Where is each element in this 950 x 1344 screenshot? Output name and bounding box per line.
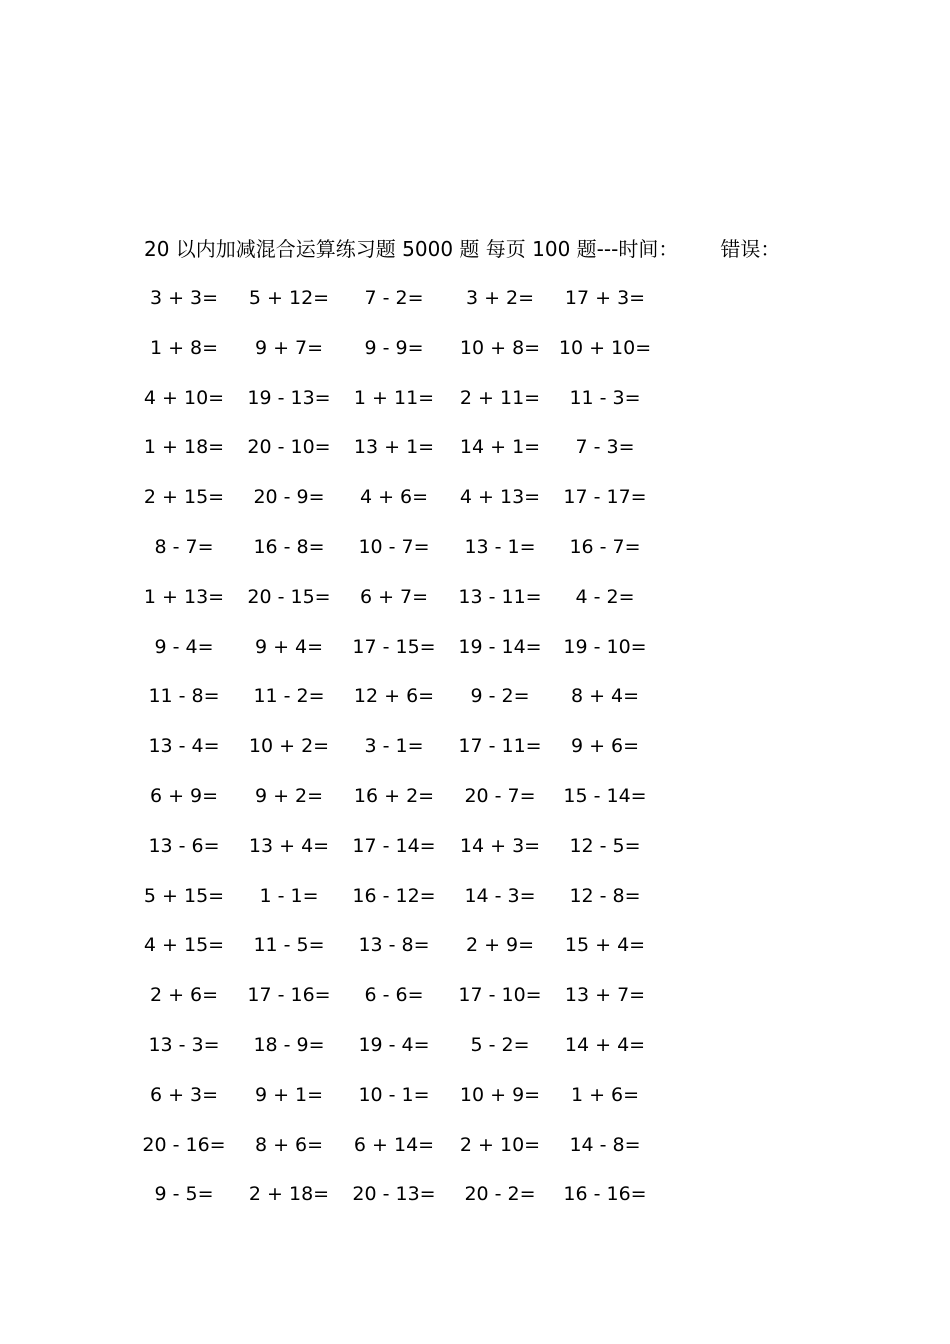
problem-row <box>0 634 950 684</box>
problem-row <box>0 1082 950 1132</box>
problem-row <box>0 982 950 1032</box>
problem-row <box>0 783 950 833</box>
math-problem: 19 - 4= <box>358 1033 430 1056</box>
problem-row <box>0 534 950 584</box>
math-problem: 9 - 5= <box>154 1183 214 1206</box>
math-problem: 4 - 2= <box>575 585 635 608</box>
problem-row <box>0 484 950 534</box>
math-problem: 1 + 6= <box>570 1083 640 1106</box>
math-problem: 17 - 15= <box>352 635 436 658</box>
problem-row <box>0 683 950 733</box>
math-problem: 2 + 11= <box>459 386 541 409</box>
math-problem: 1 + 13= <box>143 585 225 608</box>
math-problem: 20 - 2= <box>464 1183 536 1206</box>
math-problem: 17 - 17= <box>563 486 647 509</box>
math-problem: 13 + 7= <box>564 984 646 1007</box>
math-problem: 8 + 4= <box>570 685 640 708</box>
math-problem: 4 + 10= <box>143 386 225 409</box>
math-problem: 19 - 10= <box>563 635 647 658</box>
math-problem: 1 - 1= <box>259 884 319 907</box>
math-problem: 2 + 15= <box>143 486 225 509</box>
math-problem: 19 - 14= <box>458 635 542 658</box>
math-problem: 11 - 3= <box>569 386 641 409</box>
math-problem: 9 + 2= <box>254 784 324 807</box>
math-problem: 13 - 11= <box>458 585 542 608</box>
worksheet-header <box>144 236 780 262</box>
math-problem: 13 - 6= <box>148 834 220 857</box>
math-problem: 2 + 6= <box>149 984 219 1007</box>
math-problem: 9 + 4= <box>254 635 324 658</box>
math-problem: 18 - 9= <box>253 1033 325 1056</box>
math-problem: 17 - 16= <box>247 984 331 1007</box>
math-problem: 17 - 10= <box>458 984 542 1007</box>
worksheet-title: 20 以内加减混合运算练习题 5000 题 每页 100 题---时间： <box>144 237 679 261</box>
math-problem: 3 + 2= <box>465 287 535 309</box>
math-problem: 6 + 7= <box>359 585 429 608</box>
math-problem: 5 + 15= <box>143 884 225 907</box>
problem-row <box>0 883 950 933</box>
math-problem: 11 - 5= <box>253 934 325 957</box>
math-problem: 16 + 2= <box>353 784 435 807</box>
problem-row <box>0 932 950 982</box>
problem-row <box>0 833 950 883</box>
math-problem: 17 - 11= <box>458 735 542 758</box>
math-problem: 20 - 10= <box>247 436 331 459</box>
math-problem: 10 - 1= <box>358 1083 430 1106</box>
math-problem: 10 + 8= <box>459 336 541 359</box>
errors-label: 错误： <box>720 237 781 261</box>
math-problem: 6 + 14= <box>353 1133 435 1156</box>
math-problem: 4 + 13= <box>459 486 541 509</box>
math-problem: 16 - 8= <box>253 535 325 558</box>
math-problem: 2 + 9= <box>465 934 535 957</box>
math-problem: 13 - 3= <box>148 1033 220 1056</box>
problem-row <box>0 1132 950 1182</box>
problem-row <box>0 584 950 634</box>
math-problem: 19 - 13= <box>247 386 331 409</box>
math-problem: 20 - 15= <box>247 585 331 608</box>
math-problem: 16 - 16= <box>563 1183 647 1206</box>
math-problem: 2 + 18= <box>248 1183 330 1206</box>
math-problem: 16 - 7= <box>569 535 641 558</box>
math-problem: 9 + 7= <box>254 336 324 359</box>
math-problem: 17 + 3= <box>564 287 646 309</box>
problem-row <box>0 385 950 435</box>
math-problem: 5 - 2= <box>470 1033 530 1056</box>
math-problem: 14 - 3= <box>464 884 536 907</box>
math-problem: 1 + 11= <box>353 386 435 409</box>
math-problem: 3 - 1= <box>364 735 424 758</box>
math-problem: 12 - 5= <box>569 834 641 857</box>
math-problem: 12 + 6= <box>353 685 435 708</box>
math-problem: 10 + 9= <box>459 1083 541 1106</box>
math-problem: 1 + 18= <box>143 436 225 459</box>
math-problem: 5 + 12= <box>248 287 330 309</box>
math-problem: 7 - 3= <box>575 436 635 459</box>
math-problem: 9 - 4= <box>154 635 214 658</box>
math-problem: 11 - 2= <box>253 685 325 708</box>
math-problem: 1 + 8= <box>149 336 219 359</box>
problem-row <box>0 733 950 783</box>
problem-row <box>0 285 950 335</box>
math-problem: 3 + 3= <box>149 287 219 309</box>
math-problem: 15 + 4= <box>564 934 646 957</box>
math-problem: 10 - 7= <box>358 535 430 558</box>
problem-row <box>0 434 950 484</box>
problem-grid <box>0 285 950 1231</box>
math-problem: 7 - 2= <box>364 287 424 309</box>
math-problem: 20 - 16= <box>142 1133 226 1156</box>
math-problem: 17 - 14= <box>352 834 436 857</box>
math-problem: 9 + 6= <box>570 735 640 758</box>
math-problem: 9 - 9= <box>364 336 424 359</box>
math-problem: 4 + 15= <box>143 934 225 957</box>
math-problem: 13 - 8= <box>358 934 430 957</box>
math-problem: 6 - 6= <box>364 984 424 1007</box>
math-problem: 14 + 1= <box>459 436 541 459</box>
math-problem: 10 + 2= <box>248 735 330 758</box>
math-problem: 9 + 1= <box>254 1083 324 1106</box>
math-problem: 13 + 4= <box>248 834 330 857</box>
math-problem: 20 - 13= <box>352 1183 436 1206</box>
problem-row <box>0 335 950 385</box>
math-problem: 20 - 9= <box>253 486 325 509</box>
math-problem: 6 + 3= <box>149 1083 219 1106</box>
math-problem: 16 - 12= <box>352 884 436 907</box>
math-problem: 13 - 4= <box>148 735 220 758</box>
math-problem: 6 + 9= <box>149 784 219 807</box>
math-problem: 15 - 14= <box>563 784 647 807</box>
math-problem: 13 - 1= <box>464 535 536 558</box>
math-problem: 12 - 8= <box>569 884 641 907</box>
math-problem: 20 - 7= <box>464 784 536 807</box>
math-problem: 2 + 10= <box>459 1133 541 1156</box>
math-problem: 8 + 6= <box>254 1133 324 1156</box>
problem-row <box>0 1181 950 1231</box>
math-problem: 11 - 8= <box>148 685 220 708</box>
math-problem: 10 + 10= <box>558 336 652 359</box>
math-problem: 8 - 7= <box>154 535 214 558</box>
problem-row <box>0 1032 950 1082</box>
math-problem: 9 - 2= <box>470 685 530 708</box>
math-problem: 13 + 1= <box>353 436 435 459</box>
math-problem: 14 + 4= <box>564 1033 646 1056</box>
math-problem: 14 + 3= <box>459 834 541 857</box>
math-problem: 14 - 8= <box>569 1133 641 1156</box>
math-problem: 4 + 6= <box>359 486 429 509</box>
